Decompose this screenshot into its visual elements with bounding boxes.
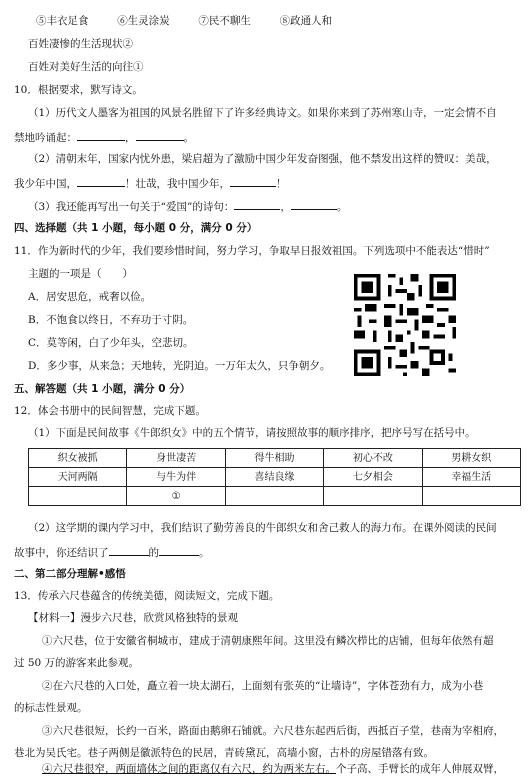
q11-title2: 主题的一项是（ ）: [28, 268, 133, 280]
answer-line-3: 百姓对美好生活的向往①: [28, 61, 144, 73]
q13-material-heading: 【材料一】漫步六尺巷，欣赏风格独特的景观: [28, 612, 238, 624]
table-cell: 与牛为伴: [127, 468, 225, 487]
answer-blank[interactable]: [77, 129, 125, 141]
table-cell: 得牛相助: [225, 449, 323, 468]
q12-p2b-text-2: 的: [148, 547, 159, 559]
q10-p3-text: （3）我还能再写出一句关于“爱国”的诗句：: [28, 201, 235, 213]
answer-blank[interactable]: [109, 544, 149, 556]
q11-option-a[interactable]: A．居安思危，戒奢以俭。: [28, 291, 152, 303]
q13-para4-rest: 个子高、手臂长的成年人伸展双臂，: [336, 763, 504, 775]
q10-p3: （3）我还能再写出一句关于“爱国”的诗句： ， 。: [28, 198, 347, 214]
q12-p1: （1）下面是民间故事《牛郎织女》中的五个情节，请按照故事的顺序排序，把序号写在括号中。: [28, 427, 476, 439]
q12-p2b-text-3: 。: [199, 547, 210, 559]
q10-p2b-text-2: ！壮哉，我中国少年，: [125, 178, 230, 190]
answer-blank[interactable]: [159, 544, 199, 556]
option-6: ⑥生灵涂炭: [117, 15, 170, 27]
section-4-heading: 四、选择题（共 1 小题，每小题 0 分，满分 0 分）: [14, 222, 258, 234]
q10-p1b: 禁地吟诵起： ， 。: [14, 129, 194, 145]
q13-para4-underlined: ④六尺巷很窄，两面墙体之间的距离仅有六尺，约为两米左右。: [42, 763, 336, 775]
q12-title: 12．体会书册中的民间智慧，完成下题。: [14, 405, 206, 417]
q10-p2a: （2）清朝末年，国家内忧外患，梁启超为了激励中国少年发奋图强，他不禁发出这样的赞叹：美哉，: [28, 153, 497, 165]
option-5: ⑤丰衣足食: [36, 15, 89, 27]
answer-blank[interactable]: [77, 175, 125, 187]
q13-para3a: ③六尺巷很短，长约一百米，路面由鹅卵石铺就。六尺巷东起西后街，西抵百子堂，巷南为宰相府，: [42, 725, 504, 737]
table-cell: 初心不改: [324, 449, 422, 468]
table-cell: 身世凄苦: [127, 449, 225, 468]
answer-cell[interactable]: [422, 487, 520, 506]
answer-blank[interactable]: [291, 198, 337, 210]
q13-para3b: 巷北为吴氏宅。巷子两侧是徽派特色的民居，青砖黛瓦，高墙小窗，古朴的房屋错落有致。: [14, 747, 434, 759]
options-line: [36, 14, 332, 28]
table-row: [29, 487, 521, 506]
plot-order-table: [28, 448, 521, 506]
table-cell: 七夕相会: [324, 468, 422, 487]
q10-p1b-text: 禁地吟诵起：: [14, 132, 77, 144]
option-8: ⑧政通人和: [279, 15, 333, 27]
table-cell: 男耕女织: [422, 449, 520, 468]
answer-cell[interactable]: [324, 487, 422, 506]
q10-p1a: （1）历代文人墨客为祖国的风景名胜留下了许多经典诗文。如果你来到了苏州寒山寺，一定会情不自: [28, 107, 497, 119]
table-row: [29, 468, 521, 487]
table-cell: 喜结良缘: [225, 468, 323, 487]
q13-para2b: 的标志性景观。: [14, 702, 88, 714]
q12-p2a: （2）这学期的课内学习中，我们结识了勤劳善良的牛郎织女和舍己救人的海力布。在课外阅读的民间: [28, 522, 497, 534]
q13-title: 13．传承六尺巷蕴含的传统美德，阅读短文，完成下题。: [14, 590, 280, 602]
q13-para1a: ①六尺巷，位于安徽省桐城市，建成于清朝康熙年间。这里没有鳞次栉比的店铺，但每年依然有超: [42, 635, 494, 647]
qr-code-image: [350, 270, 460, 380]
q10-p2b: [14, 175, 287, 191]
q10-p2b-text-3: ！: [276, 178, 287, 190]
answer-cell[interactable]: ①: [127, 487, 225, 506]
q13-para1b: 过 50 万的游客来此参观。: [14, 657, 140, 669]
answer-cell[interactable]: [29, 487, 127, 506]
q10-title: 10．根据要求，默写诗文。: [14, 84, 143, 96]
table-cell: 织女被抓: [29, 449, 127, 468]
answer-blank[interactable]: [136, 129, 184, 141]
q13-para2a: ②在六尺巷的入口处，矗立着一块太湖石，上面刻有张英的“让墙诗”，字体苍劲有力，成为小巷: [42, 680, 484, 692]
answer-cell[interactable]: [225, 487, 323, 506]
q11-option-d[interactable]: D．多少事，从来急；天地转，光阴迫。一万年太久，只争朝夕。: [28, 360, 331, 372]
q11-option-b[interactable]: B．不饱食以终日，不弃功于寸阴。: [28, 314, 194, 326]
q11-title: 11．作为新时代的少年，我们要珍惜时间，努力学习，争取早日报效祖国。下列选项中不能表达“惜时”: [14, 245, 490, 257]
answer-blank[interactable]: [230, 175, 276, 187]
option-7: ⑦民不聊生: [198, 15, 251, 27]
answer-line-2: 百姓凄惨的生活现状②: [28, 38, 133, 50]
table-row: [29, 449, 521, 468]
q10-p2b-text-1: 我少年中国，: [14, 178, 77, 190]
section-5-heading: 五、解答题（共 1 小题，满分 0 分）: [14, 383, 191, 395]
part-2-heading: 二、第二部分理解•感悟: [14, 568, 126, 580]
table-cell: 天河两隔: [29, 468, 127, 487]
answer-blank[interactable]: [234, 198, 280, 210]
table-cell: 幸福生活: [422, 468, 520, 487]
q13-para4: [42, 762, 504, 776]
q12-p2b: [14, 544, 210, 560]
q12-p2b-text-1: 故事中，你还结识了: [14, 547, 109, 559]
q11-option-c[interactable]: C．莫等闲，白了少年头，空悲切。: [28, 337, 194, 349]
